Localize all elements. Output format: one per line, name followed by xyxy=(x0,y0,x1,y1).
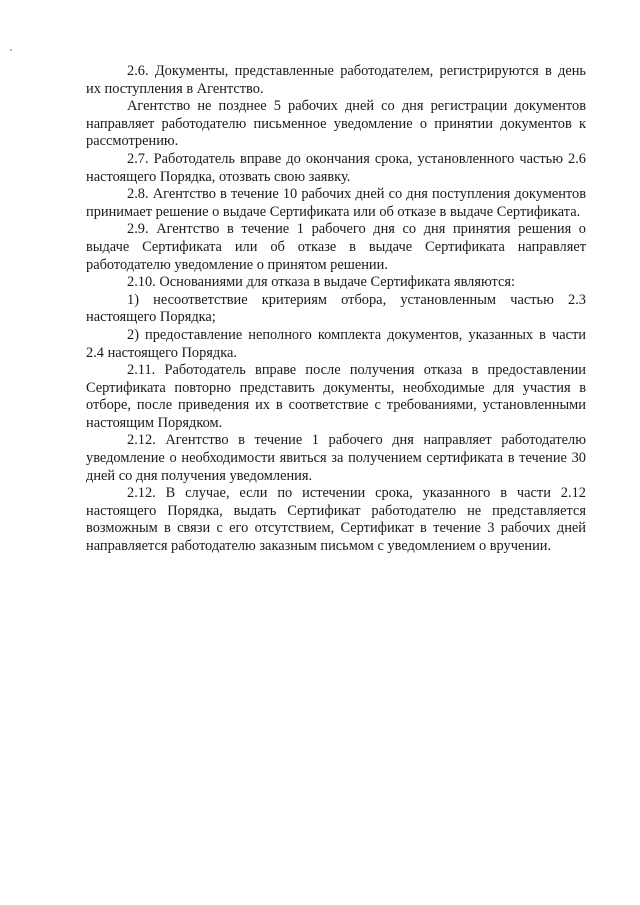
paragraph-2-6-notice: Агентство не позднее 5 рабочих дней со дня регистрации документов направляет работодателю письменное уведомление о принятии документов к рассмотрению. xyxy=(86,98,586,150)
paragraph-2-8: 2.8. Агентство в течение 10 рабочих дней со дня поступления документов принимает решение о выдаче Сертификата или об отказе в выдаче Сертификата. xyxy=(86,186,586,220)
paragraph-2-6: 2.6. Документы, представленные работодателем, регистрируются в день их поступления в Агентство. xyxy=(86,63,586,97)
paragraph-2-10-item-1: 1) несоответствие критериям отбора, установленным частью 2.3 настоящего Порядка; xyxy=(86,291,586,326)
paragraph-2-10-item-2: 2) предоставление неполного комплекта документов, указанных в части 2.4 настоящего Порядка. xyxy=(86,326,586,361)
paragraph-2-7: 2.7. Работодатель вправе до окончания срока, установленного частью 2.6 настоящего Порядка, отозвать свою заявку. xyxy=(86,150,586,185)
paragraph-2-10: 2.10. Основаниями для отказа в выдаче Сертификата являются: xyxy=(127,274,516,291)
paragraph-2-12-notice: 2.12. Агентство в течение 1 рабочего дня направляет работодателю уведомление о необходимости явиться за получением сертификата в течение 30 дней со дня получения уведомления. xyxy=(86,432,586,484)
scan-artifact-dot xyxy=(10,49,12,51)
paragraph-2-9: 2.9. Агентство в течение 1 рабочего дня со дня принятия решения о выдаче Сертификата или об отказе в выдаче Сертификата направляет работодателю уведомление о принятом решении. xyxy=(86,221,586,273)
document-body xyxy=(86,63,586,556)
paragraph-2-12-mail: 2.12. В случае, если по истечении срока, указанного в части 2.12 настоящего Порядка, выдать Сертификат работодателю не представляется возможным в связи с его отсутствием, Сертификат в течение 3 рабочих дней направляется работодателю заказным письмом с уведомлением о вручении. xyxy=(86,485,586,555)
paragraph-2-11: 2.11. Работодатель вправе после получения отказа в предоставлении Сертификата повторно представить документы, необходимые для участия в отборе, после приведения их в соответствие с требованиями, установленными настоящим Порядком. xyxy=(86,362,586,431)
